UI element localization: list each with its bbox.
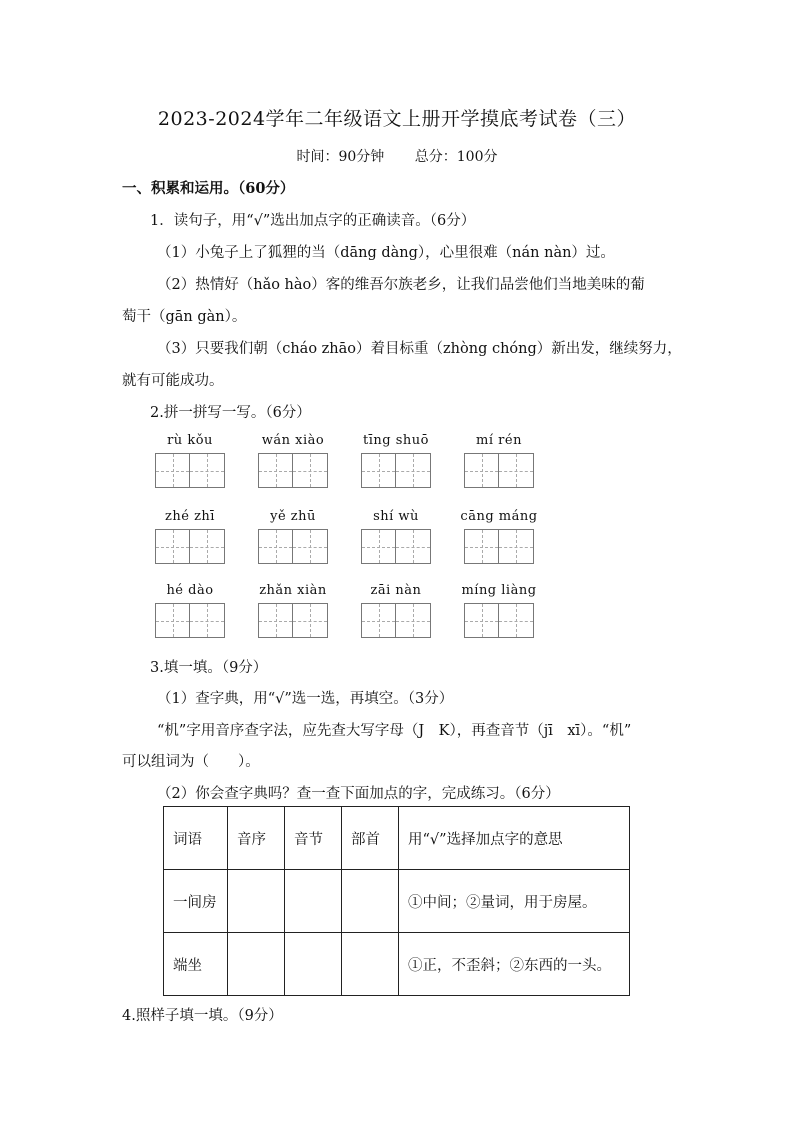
pinyin-item <box>245 583 341 598</box>
word-cell: 一间房 <box>164 870 228 933</box>
table-row <box>164 933 630 996</box>
question-3-part-1-text: “机”字用音序查字法，应先查大写字母（J K），再查音节（jī xī）。“机” <box>157 723 632 739</box>
question-1-prompt: 1．读句子，用“√”选出加点字的正确读音。（6分） <box>150 213 476 229</box>
writing-grid[interactable] <box>464 603 534 638</box>
pinyin-item <box>245 509 341 524</box>
question-1-sentence-3: （3）只要我们朝（cháo zhāo）着目标重（zhòng chóng）新出发，继续努力， <box>157 341 682 357</box>
header-cell: 音节 <box>285 807 342 870</box>
answer-cell[interactable] <box>228 933 285 996</box>
pinyin-label: zāi nàn <box>370 583 422 598</box>
pinyin-label: cāng máng <box>460 509 538 524</box>
header-cell: 用“√”选择加点字的意思 <box>399 807 630 870</box>
writing-grid[interactable] <box>155 603 225 638</box>
table-row <box>164 870 630 933</box>
pinyin-label: zhǎn xiàn <box>259 583 327 598</box>
page-title: 2023-2024学年二年级语文上册开学摸底考试卷（三） <box>157 108 637 130</box>
pinyin-label: wán xiào <box>261 433 325 448</box>
pinyin-item <box>348 583 444 598</box>
header-cell: 部首 <box>342 807 399 870</box>
question-1-sentence-3-cont: 就有可能成功。 <box>122 373 224 389</box>
writing-grid[interactable] <box>155 453 225 488</box>
writing-grid[interactable] <box>155 529 225 564</box>
header-cell: 音序 <box>228 807 285 870</box>
question-1-sentence-1: （1）小兔子上了狐狸的当（dāng dàng），心里很难（nán nàn）过。 <box>157 245 615 261</box>
word-cell: 端坐 <box>164 933 228 996</box>
question-1-sentence-2-cont: 萄干（gān gàn）。 <box>122 309 247 325</box>
pinyin-item <box>451 433 547 448</box>
pinyin-item <box>348 509 444 524</box>
exam-info <box>0 146 794 166</box>
pinyin-label: yě zhū <box>270 509 316 524</box>
pinyin-label: shí wù <box>373 509 419 524</box>
question-3-part-1: （1）查字典，用“√”选一选，再填空。（3分） <box>157 691 454 707</box>
pinyin-label: míng liàng <box>461 583 537 598</box>
pinyin-item <box>451 509 547 524</box>
pinyin-label: hé dào <box>166 583 214 598</box>
answer-cell[interactable] <box>342 870 399 933</box>
answer-cell[interactable] <box>228 870 285 933</box>
header-cell: 词语 <box>164 807 228 870</box>
writing-grid[interactable] <box>258 453 328 488</box>
pinyin-label: rù kǒu <box>167 433 213 448</box>
question-4-prompt: 4.照样子填一填。（9分） <box>122 1008 283 1024</box>
pinyin-item <box>142 433 238 448</box>
pinyin-label: tīng shuō <box>363 433 429 448</box>
table-header-row <box>164 807 630 870</box>
answer-cell[interactable] <box>285 870 342 933</box>
meaning-cell[interactable]: ①中间；②量词，用于房屋。 <box>399 870 630 933</box>
question-2-prompt: 2.拼一拼写一写。（6分） <box>150 405 311 421</box>
pinyin-item <box>451 583 547 598</box>
meaning-cell[interactable]: ①正，不歪斜；②东西的一头。 <box>399 933 630 996</box>
exam-score: 总分：100分 <box>414 149 498 165</box>
exam-time: 时间：90分钟 <box>296 149 385 165</box>
answer-cell[interactable] <box>285 933 342 996</box>
writing-grid[interactable] <box>258 529 328 564</box>
question-3-prompt: 3.填一填。（9分） <box>150 660 268 676</box>
writing-grid[interactable] <box>361 453 431 488</box>
section-heading: 一、积累和运用。（60分） <box>122 180 295 197</box>
writing-grid[interactable] <box>464 529 534 564</box>
writing-grid[interactable] <box>361 603 431 638</box>
writing-grid[interactable] <box>464 453 534 488</box>
writing-grid[interactable] <box>258 603 328 638</box>
pinyin-item <box>142 583 238 598</box>
writing-grid[interactable] <box>361 529 431 564</box>
question-3-part-1-text-cont: 可以组词为（ ）。 <box>122 754 260 770</box>
pinyin-item <box>348 433 444 448</box>
pinyin-label: mí rén <box>476 433 522 448</box>
question-3-part-2: （2）你会查字典吗？查一查下面加点的字，完成练习。（6分） <box>157 786 560 802</box>
dictionary-table <box>163 806 630 996</box>
pinyin-item <box>245 433 341 448</box>
pinyin-item <box>142 509 238 524</box>
pinyin-label: zhé zhī <box>165 509 215 524</box>
answer-cell[interactable] <box>342 933 399 996</box>
question-1-sentence-2: （2）热情好（hǎo hào）客的维吾尔族老乡，让我们品尝他们当地美味的葡 <box>157 277 645 293</box>
